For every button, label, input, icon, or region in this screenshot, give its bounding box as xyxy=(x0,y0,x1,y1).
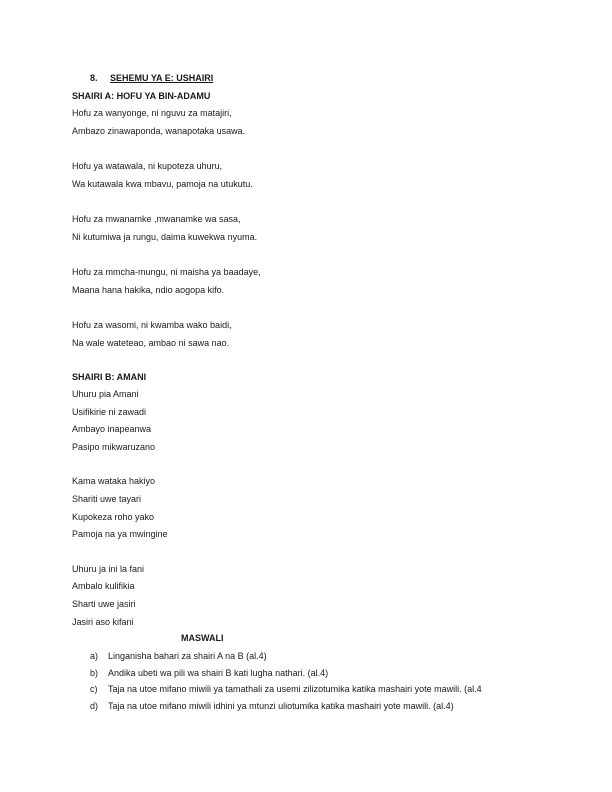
poem-line: Sharti uwe jasiri xyxy=(72,599,136,609)
poem-line: Hofu za mwanamke ,mwanamke wa sasa, xyxy=(72,214,241,224)
poem-line: Pamoja na ya mwingine xyxy=(72,529,168,540)
poem-line: Ni kutumiwa ja rungu, daima kuwekwa nyuma. xyxy=(72,232,258,242)
poem-b-title: SHAIRI B: AMANI xyxy=(72,372,147,382)
question-item xyxy=(90,668,328,678)
question-text: Linganisha bahari za shairi A na B (al.4) xyxy=(108,651,267,661)
poem-line: Na wale wateteao, ambao ni sawa nao. xyxy=(72,338,230,348)
section-heading xyxy=(90,73,213,83)
poem-line: Hofu za wasomi, ni kwamba wako baidi, xyxy=(72,320,232,330)
poem-line: Maana hana hakika, ndio aogopa kifo. xyxy=(72,285,225,295)
poem-line: Uhuru ja ini la fani xyxy=(72,563,145,574)
poem-line: Ambazo zinawaponda, wanapotaka usawa. xyxy=(72,126,246,136)
poem-line: Kama wataka hakiyo xyxy=(72,476,156,487)
poem-line: Hofu za mmcha-mungu, ni maisha ya baadaye, xyxy=(72,267,261,277)
question-item xyxy=(90,651,267,661)
poem-line: Shariti uwe tayari xyxy=(72,494,142,504)
question-text: Andika ubeti wa pili wa shairi B kati lugha nathari. (al.4) xyxy=(108,667,329,678)
question-label: a) xyxy=(90,651,99,661)
question-text: Taja na utoe mifano miwili idhini ya mtunzi uliotumika katika mashairi yote mawili. (al.4) xyxy=(108,700,454,711)
question-text: Taja na utoe mifano miwili ya tamathali za usemi zilizotumika katika mashairi yote mawili. (al.4 xyxy=(108,684,482,694)
poem-line: Wa kutawala kwa mbavu, pamoja na utukutu. xyxy=(72,179,253,189)
section-title: SEHEMU YA E: USHAIRI xyxy=(110,73,214,83)
question-label: d) xyxy=(90,700,99,711)
maswali-title: MASWALI xyxy=(181,633,224,643)
poem-line: Hofu ya watawala, ni kupoteza uhuru, xyxy=(72,161,223,171)
poem-line: Pasipo mikwaruzano xyxy=(72,441,156,452)
question-item xyxy=(90,684,482,694)
poem-line: Ambalo kulifikia xyxy=(72,581,135,592)
question-item xyxy=(90,701,454,711)
poem-line: Jasiri aso kifani xyxy=(72,616,134,627)
poem-line: Ambayo inapeanwa xyxy=(72,424,152,435)
poem-line: Kupokeza roho yako xyxy=(72,511,155,522)
poem-line: Hofu za wanyonge, ni nguvu za matajiri, xyxy=(72,108,232,118)
poem-a-title: SHAIRI A: HOFU YA BIN-ADAMU xyxy=(72,91,211,101)
poem-line: Uhuru pia Amani xyxy=(72,389,139,399)
question-label: b) xyxy=(90,667,99,678)
poem-line: Usifikirie ni zawadi xyxy=(72,406,147,417)
question-label: c) xyxy=(90,684,98,694)
section-number: 8. xyxy=(90,73,98,83)
